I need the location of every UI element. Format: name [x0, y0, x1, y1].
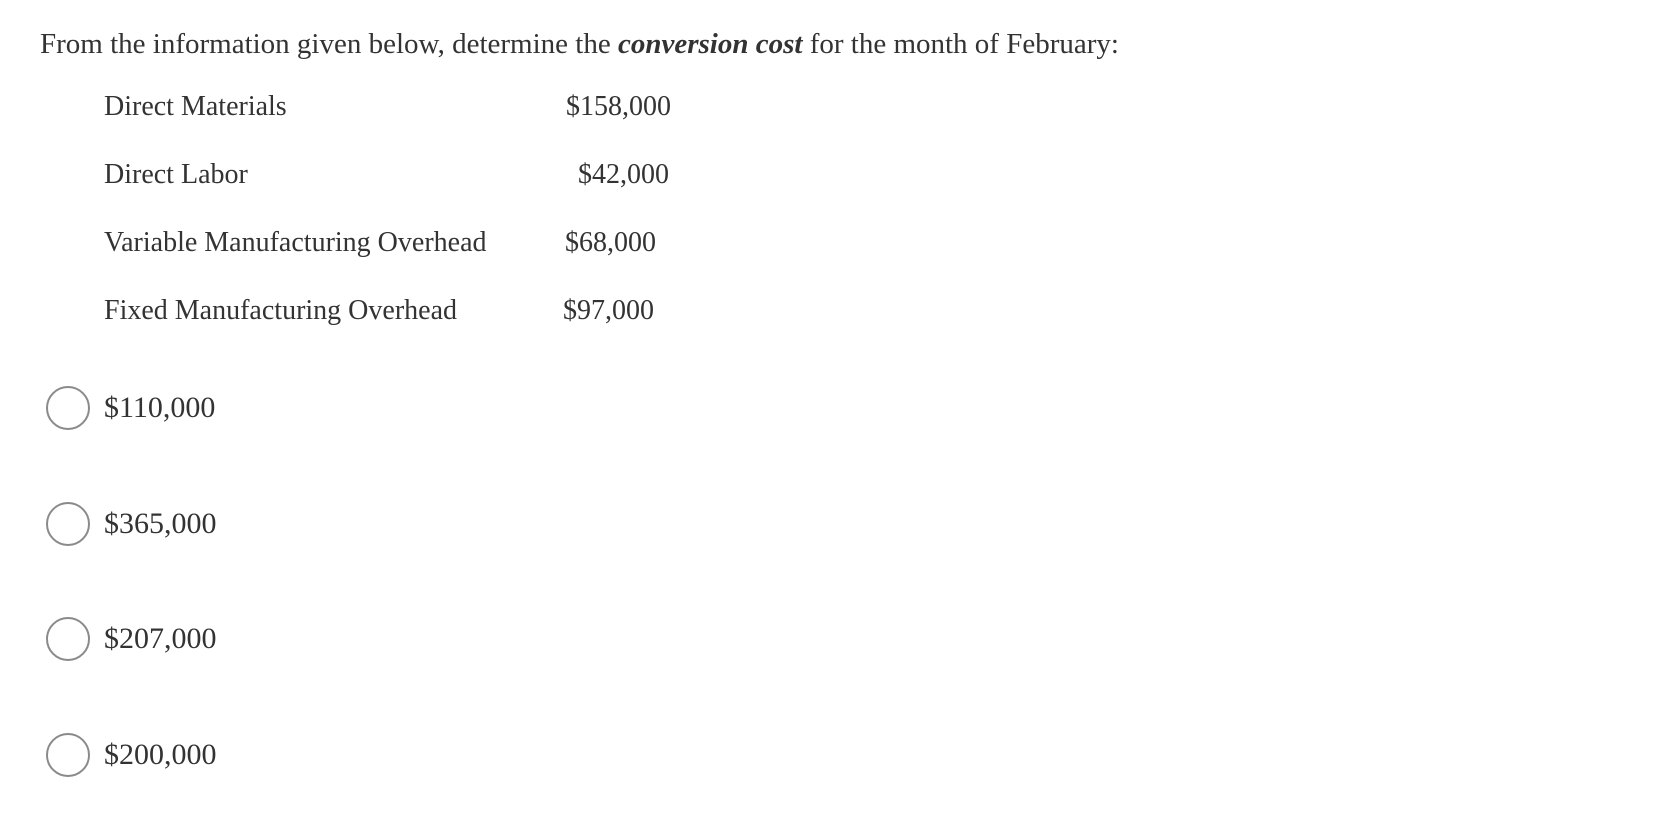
cost-value: $68,000 — [565, 227, 656, 258]
cost-label: Fixed Manufacturing Overhead — [104, 295, 457, 326]
cost-value: $42,000 — [578, 159, 669, 190]
option-label[interactable]: $200,000 — [104, 738, 217, 771]
cost-value: $158,000 — [566, 91, 671, 122]
option-label[interactable]: $207,000 — [104, 622, 217, 655]
cost-value: $97,000 — [563, 295, 654, 326]
option-200000[interactable] — [46, 731, 217, 779]
radio-button[interactable] — [46, 617, 90, 661]
cost-label: Direct Materials — [104, 91, 287, 122]
question-prefix: From the information given below, determine the — [40, 28, 618, 60]
question-suffix: for the month of February: — [802, 28, 1119, 60]
radio-button[interactable] — [46, 386, 90, 430]
option-label[interactable]: $365,000 — [104, 507, 217, 540]
option-207000[interactable] — [46, 615, 217, 663]
option-365000[interactable] — [46, 500, 217, 548]
question-emphasis: conversion cost — [617, 28, 803, 60]
option-110000[interactable] — [46, 384, 215, 432]
cost-label: Variable Manufacturing Overhead — [104, 227, 487, 258]
radio-button[interactable] — [46, 733, 90, 777]
question-text — [40, 26, 1119, 62]
option-label[interactable]: $110,000 — [104, 391, 216, 424]
radio-button[interactable] — [46, 502, 90, 546]
cost-label: Direct Labor — [104, 159, 248, 190]
